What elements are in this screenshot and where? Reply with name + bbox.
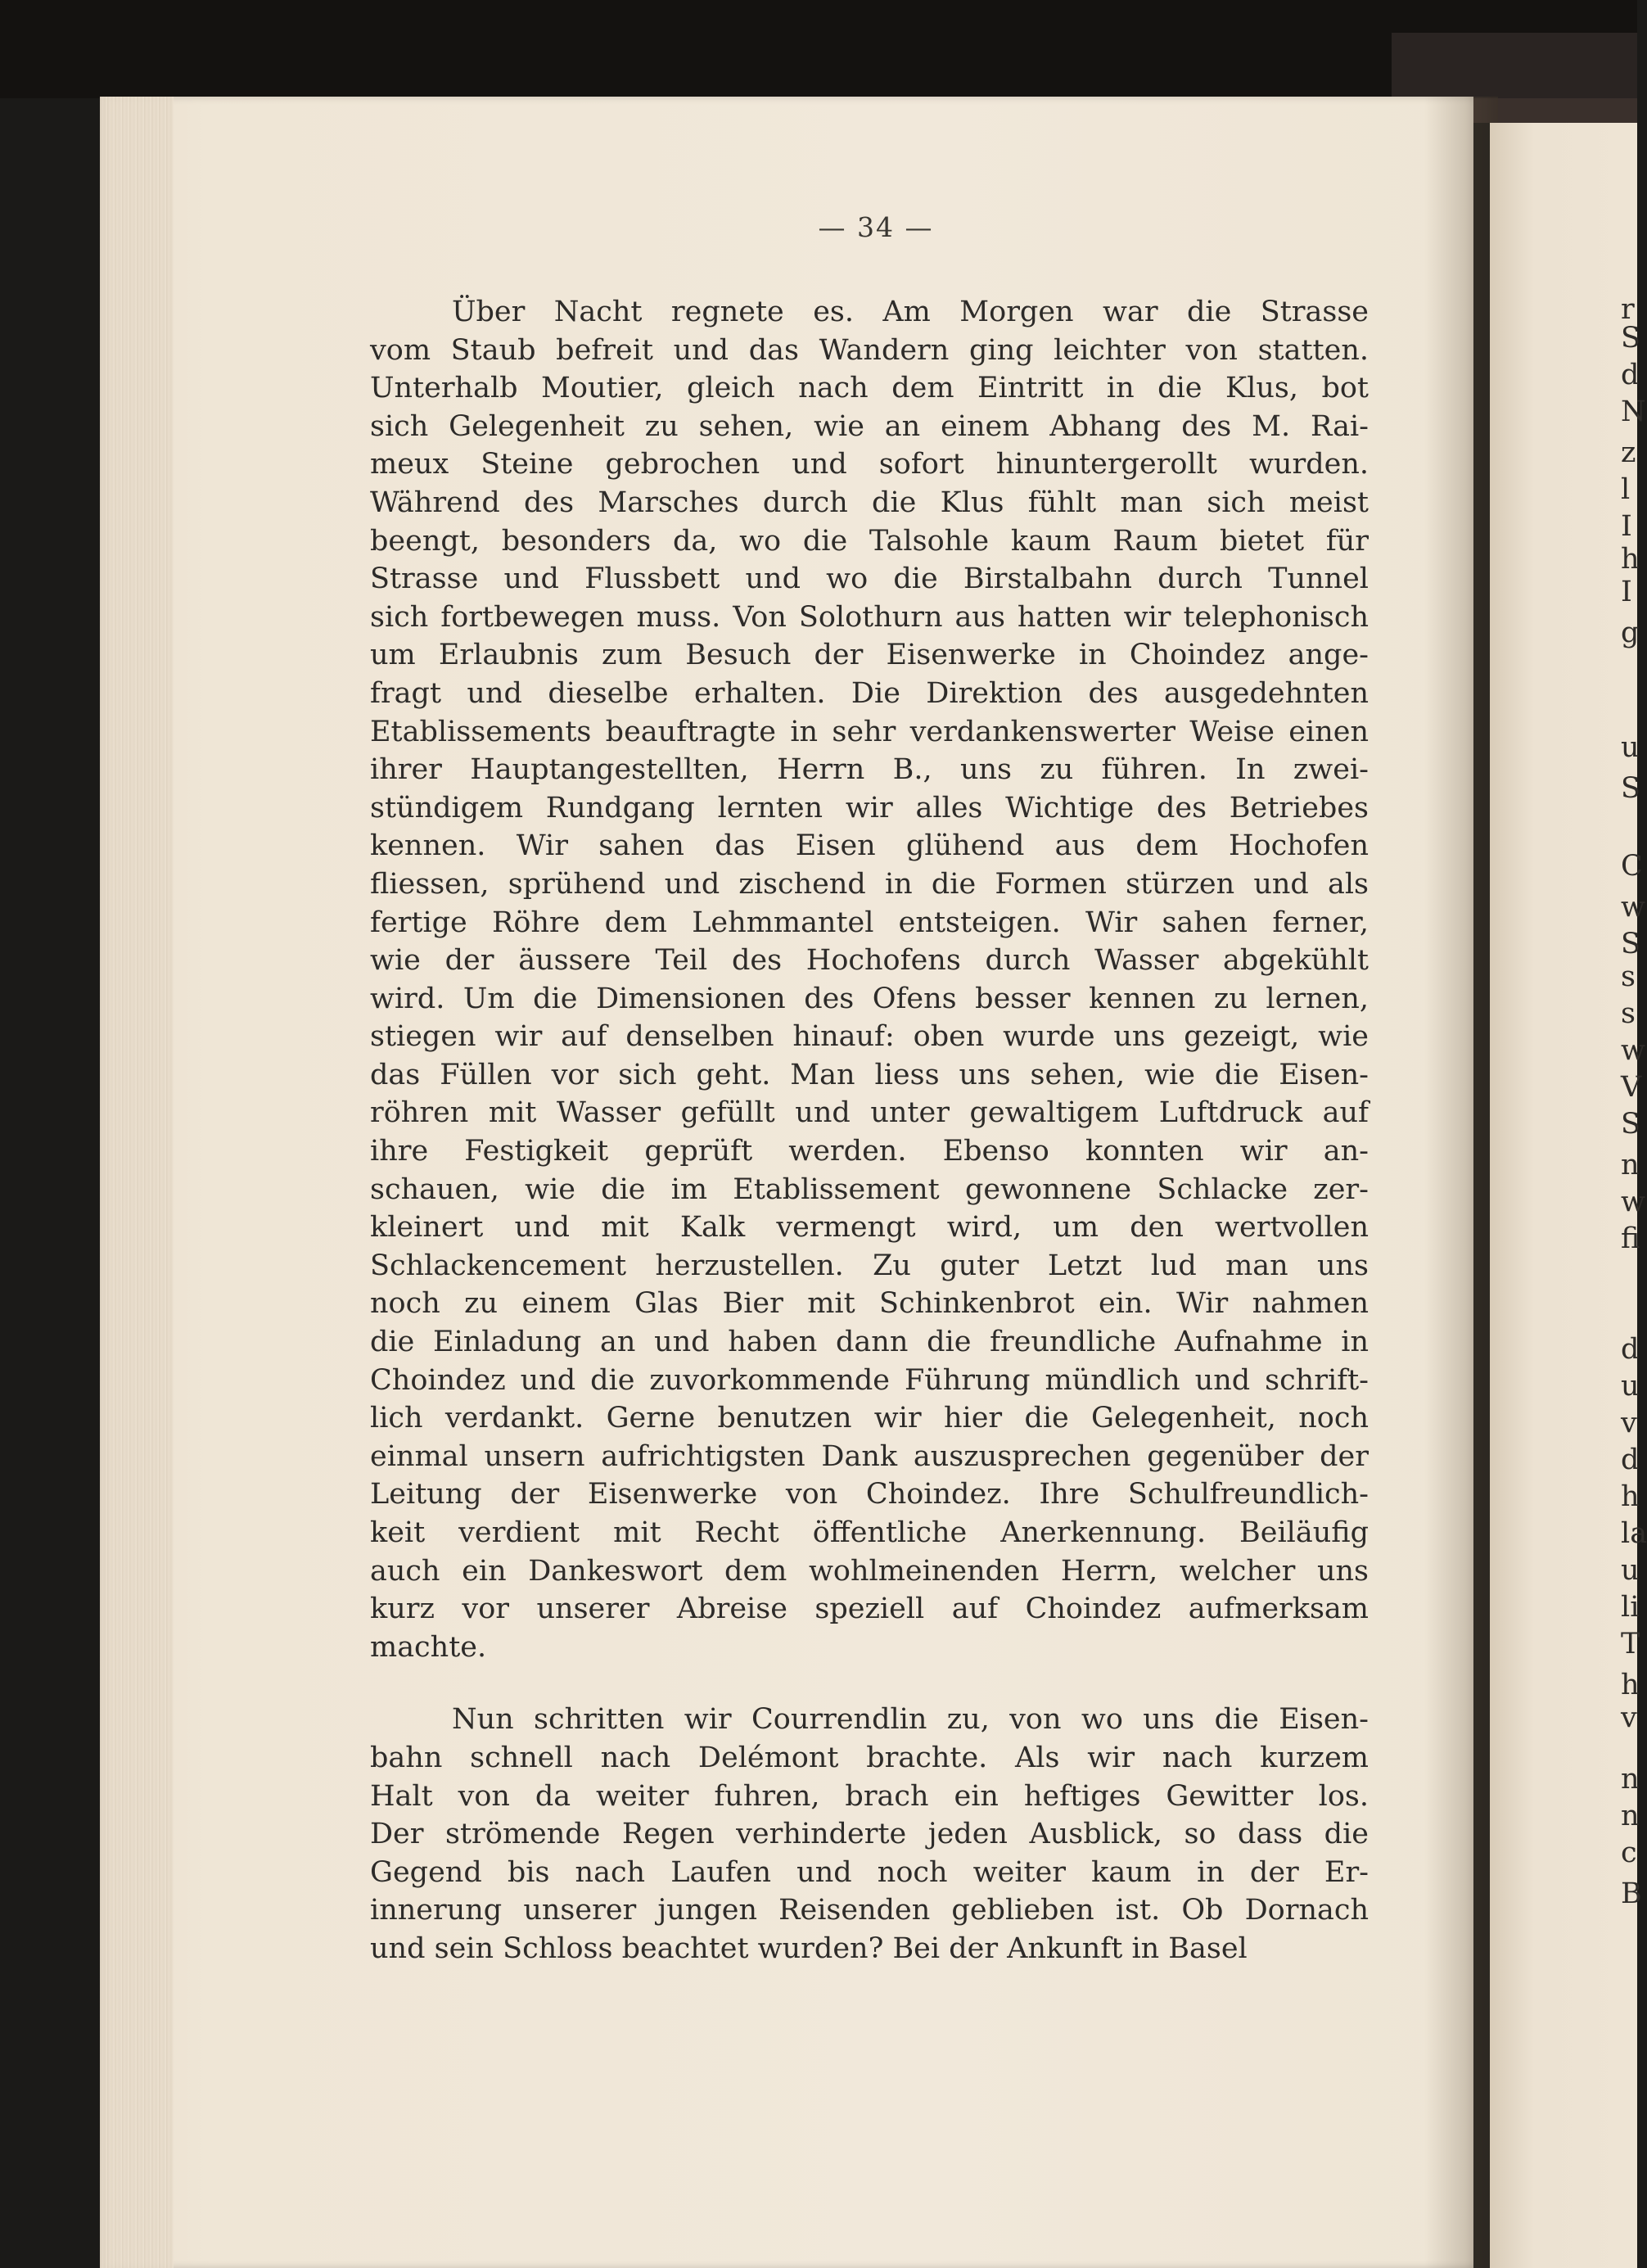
facing-page-fragment: S bbox=[1621, 772, 1640, 805]
page-fore-edge bbox=[100, 97, 174, 2268]
text-line: Etablissements beauftragte in sehr verdankenswerter Weise einen bbox=[370, 715, 1369, 748]
facing-page-fragment: n bbox=[1621, 1800, 1640, 1832]
facing-page-fragment: h bbox=[1621, 543, 1640, 576]
facing-page-fragment: c bbox=[1621, 1837, 1637, 1869]
text-line: ihre Festigkeit geprüft werden. Ebenso konnten wir an- bbox=[370, 1135, 1369, 1168]
text-line: stiegen wir auf denselben hinauf: oben wurde uns gezeigt, wie bbox=[370, 1020, 1369, 1054]
text-line: wie der äussere Teil des Hochofens durch Wasser abgekühlt bbox=[370, 944, 1369, 978]
facing-page-fragment: v bbox=[1621, 1407, 1637, 1439]
text-line: innerung unserer jungen Reisenden geblieben ist. Ob Dornach bbox=[370, 1894, 1369, 1927]
facing-page-fragment: s bbox=[1621, 960, 1636, 993]
facing-page-fragment: w bbox=[1621, 891, 1645, 924]
text-line: vom Staub befreit und das Wandern ging leichter von statten. bbox=[370, 333, 1369, 367]
text-line: keit verdient mit Recht öffentliche Anerkennung. Beiläufig bbox=[370, 1516, 1369, 1549]
body-text bbox=[370, 293, 1369, 1968]
text-line: stündigem Rundgang lernten wir alles Wichtige des Betriebes bbox=[370, 791, 1369, 825]
text-line: und sein Schloss beachtet wurden? Bei der Ankunft in Basel bbox=[370, 1931, 1248, 1965]
text-line: einmal unsern aufrichtigsten Dank auszusprechen gegenüber der bbox=[370, 1439, 1369, 1473]
text-line: bahn schnell nach Delémont brachte. Als wir nach kurzem bbox=[370, 1741, 1369, 1774]
facing-page-fragment: r bbox=[1621, 293, 1635, 326]
facing-page-fragment: v bbox=[1621, 1701, 1637, 1734]
facing-page-fragment: u bbox=[1621, 1370, 1640, 1403]
text-line: Über Nacht regnete es. Am Morgen war die Strasse bbox=[452, 296, 1369, 328]
facing-page-fragment: n bbox=[1621, 1149, 1640, 1181]
text-line: kleinert und mit Kalk vermengt wird, um den wertvollen bbox=[370, 1211, 1369, 1245]
facing-page-fragment: z bbox=[1621, 436, 1636, 469]
facing-page-fragment: S bbox=[1621, 1108, 1640, 1141]
book-gutter-shadow bbox=[1424, 97, 1498, 2268]
text-line: noch zu einem Glas Bier mit Schinkenbrot ein. Wir nahmen bbox=[370, 1287, 1369, 1321]
facing-page-fragment: u bbox=[1621, 1554, 1640, 1587]
text-line: die Einladung an und haben dann die freundliche Aufnahme in bbox=[370, 1326, 1369, 1359]
text-line: lich verdankt. Gerne benutzen wir hier die Gelegenheit, noch bbox=[370, 1402, 1369, 1435]
facing-page-fragment: s bbox=[1621, 997, 1636, 1030]
text-line: kennen. Wir sahen das Eisen glühend aus dem Hochofen bbox=[370, 829, 1369, 863]
text-line: meux Steine gebrochen und sofort hinuntergerollt wurden. bbox=[370, 448, 1369, 481]
facing-page-fragment: d bbox=[1621, 1443, 1640, 1476]
facing-page-fragment: n bbox=[1621, 1763, 1640, 1796]
facing-page-fragment: S bbox=[1621, 322, 1640, 355]
facing-page-fragment: S bbox=[1621, 928, 1640, 960]
facing-page-fragment: d bbox=[1621, 1333, 1640, 1366]
facing-page-fragment: h bbox=[1621, 1669, 1640, 1701]
text-line: Leitung der Eisenwerke von Choindez. Ihre Schulfreundlich- bbox=[370, 1478, 1369, 1511]
text-line: Schlackencement herzustellen. Zu guter Letzt lud man uns bbox=[370, 1249, 1369, 1282]
facing-page-fragment: C bbox=[1621, 850, 1643, 883]
facing-page-fragment: T bbox=[1621, 1628, 1640, 1660]
text-line: schauen, wie die im Etablissement gewonnene Schlacke zer- bbox=[370, 1172, 1369, 1206]
text-line: sich fortbewegen muss. Von Solothurn aus hatten wir telephonisch bbox=[370, 600, 1369, 634]
facing-page-fragment: w bbox=[1621, 1186, 1645, 1218]
text-line: Unterhalb Moutier, gleich nach dem Eintritt in die Klus, bot bbox=[370, 372, 1369, 405]
text-line: fliessen, sprühend und zischend in die Formen stürzen und als bbox=[370, 867, 1369, 901]
text-line: wird. Um die Dimensionen des Ofens besser kennen zu lernen, bbox=[370, 982, 1369, 1015]
text-line: Nun schritten wir Courrendlin zu, von wo uns die Eisen- bbox=[452, 1703, 1369, 1737]
paragraph-gap bbox=[370, 1666, 1369, 1701]
facing-page-fragment: g bbox=[1621, 617, 1640, 649]
facing-page-fragment: d bbox=[1621, 359, 1640, 391]
facing-page-edge bbox=[1490, 123, 1640, 2268]
text-line: fertige Röhre dem Lehmmantel entsteigen. Wir sahen ferner, bbox=[370, 906, 1369, 939]
facing-page-fragment: u bbox=[1621, 731, 1640, 764]
text-line: ihrer Hauptangestellten, Herrn B., uns zu führen. In zwei- bbox=[370, 753, 1369, 787]
facing-page-fragment: h bbox=[1621, 1480, 1640, 1513]
text-line: fragt und dieselbe erhalten. Die Direktion des ausgedehnten bbox=[370, 676, 1369, 710]
text-line: Halt von da weiter fuhren, brach ein heftiges Gewitter los. bbox=[370, 1779, 1369, 1813]
facing-page-fragment: li bbox=[1621, 1591, 1640, 1624]
facing-page-fragment: w bbox=[1621, 1034, 1645, 1067]
text-line: kurz vor unserer Abreise speziell auf Choindez aufmerksam bbox=[370, 1593, 1369, 1626]
text-line: Der strömende Regen verhinderte jeden Ausblick, so dass die bbox=[370, 1818, 1369, 1851]
text-line: beengt, besonders da, wo die Talsohle kaum Raum bietet für bbox=[370, 524, 1369, 558]
text-line: das Füllen vor sich geht. Man liess uns sehen, wie die Eisen- bbox=[370, 1058, 1369, 1091]
book-cover-edge bbox=[1392, 33, 1637, 106]
facing-page-text-fragments bbox=[1621, 293, 1647, 1931]
text-line: Choindez und die zuvorkommende Führung mündlich und schrift- bbox=[370, 1363, 1369, 1397]
facing-page-fragment: I bbox=[1621, 510, 1632, 543]
text-line: auch ein Dankeswort dem wohlmeinenden Herrn, welcher uns bbox=[370, 1554, 1369, 1588]
text-line: Während des Marsches durch die Klus fühlt man sich meist bbox=[370, 486, 1369, 519]
text-line: Gegend bis nach Laufen und noch weiter kaum in der Er- bbox=[370, 1855, 1369, 1889]
facing-page-fragment: V bbox=[1621, 1071, 1642, 1104]
facing-page-fragment: l bbox=[1621, 473, 1631, 506]
facing-page-fragment: la bbox=[1621, 1517, 1647, 1550]
text-line: sich Gelegenheit zu sehen, wie an einem Abhang des M. Rai- bbox=[370, 409, 1369, 443]
facing-page-fragment: N bbox=[1621, 395, 1646, 428]
text-line: machte. bbox=[370, 1630, 487, 1664]
page-number: — 34 — bbox=[818, 211, 934, 243]
facing-page-fragment: I bbox=[1621, 576, 1632, 608]
facing-page-fragment: fi bbox=[1621, 1222, 1640, 1255]
text-line: Strasse und Flussbett und wo die Birstalbahn durch Tunnel bbox=[370, 562, 1369, 596]
facing-page-fragment: B bbox=[1621, 1877, 1642, 1910]
text-line: röhren mit Wasser gefüllt und unter gewaltigem Luftdruck auf bbox=[370, 1096, 1369, 1130]
text-line: um Erlaubnis zum Besuch der Eisenwerke in Choindez ange- bbox=[370, 639, 1369, 672]
